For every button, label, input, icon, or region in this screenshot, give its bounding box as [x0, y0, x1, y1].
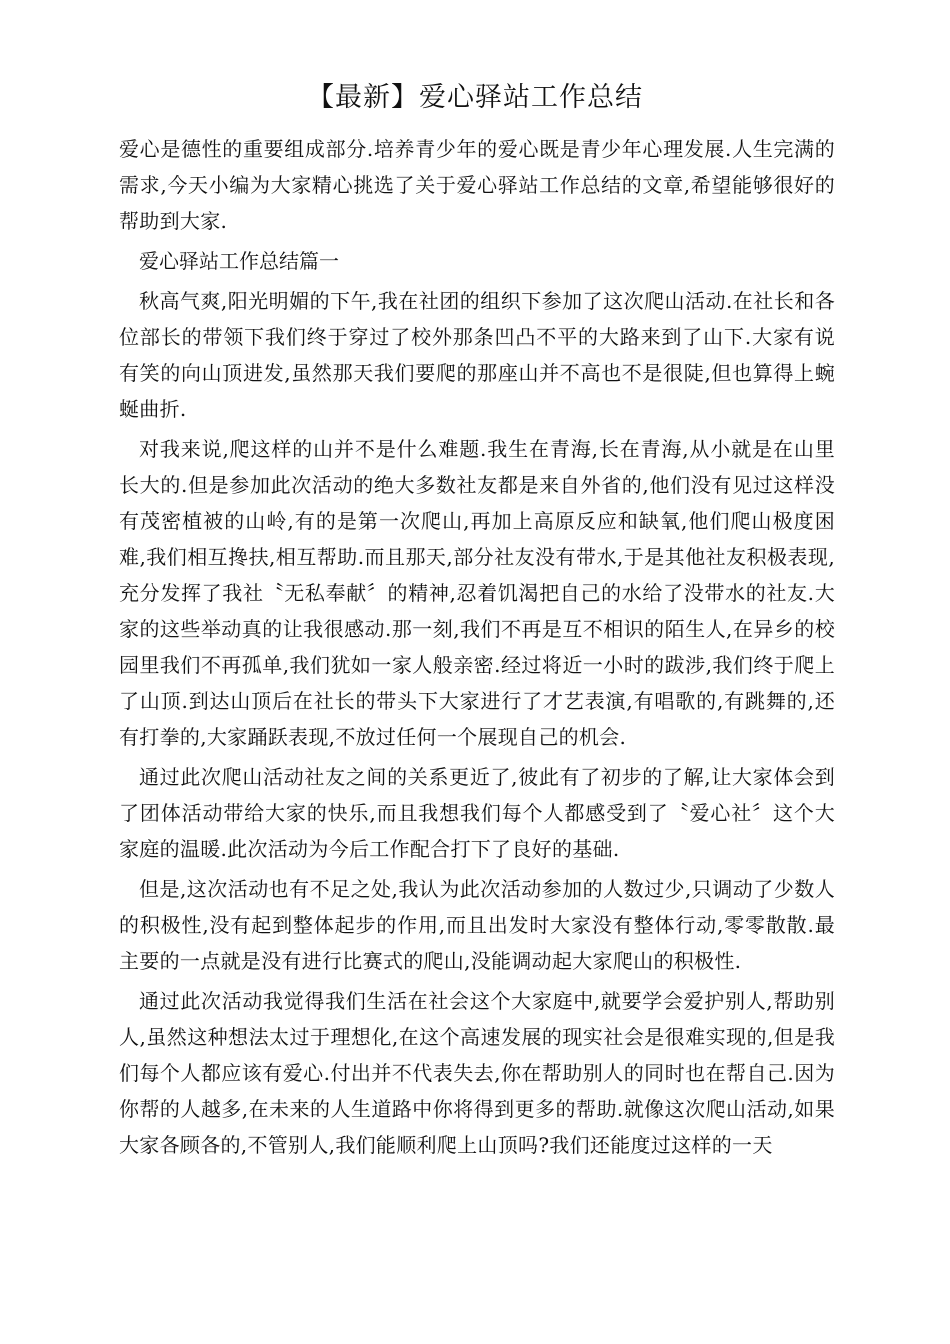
- intro-paragraph: 爱心是德性的重要组成部分.培养青少年的爱心既是青少年心理发展.人生完满的需求,今天小编为大家精心挑选了关于爱心驿站工作总结的文章,希望能够很好的帮助到大家.: [119, 137, 835, 233]
- body-paragraph-5: 通过此次活动我觉得我们生活在社会这个大家庭中,就要学会爱护别人,帮助别人,虽然这种想法太过于理想化,在这个高速发展的现实社会是很难实现的,但是我们每个人都应该有爱心.付出并不代表失去,你在帮助别人的同时也在帮自己.因为你帮的人越多,在未来的人生道路中你将得到更多的帮助.就像这次爬山活动,如果大家各顾各的,不管别人,我们能顺利爬上山顶吗?我们还能度过这样的一天: [119, 989, 835, 1157]
- section-heading: 爱心驿站工作总结篇一: [139, 249, 339, 273]
- body-paragraph-2: 对我来说,爬这样的山并不是什么难题.我生在青海,长在青海,从小就是在山里长大的.但是参加此次活动的绝大多数社友都是来自外省的,他们没有见过这样没有茂密植被的山岭,有的是第一次爬山,再加上高原反应和缺氧,他们爬山极度困难,我们相互搀扶,相互帮助.而且那天,部分社友没有带水,于是其他社友积极表现,充分发挥了我社〝无私奉献〞的精神,忍着饥渴把自己的水给了没带水的社友.大家的这些举动真的让我很感动.那一刻,我们不再是互不相识的陌生人,在异乡的校园里我们不再孤单,我们犹如一家人般亲密.经过将近一小时的跋涉,我们终于爬上了山顶.到达山顶后在社长的带头下大家进行了才艺表演,有唱歌的,有跳舞的,还有打拳的,大家踊跃表现,不放过任何一个展现自己的机会.: [119, 437, 835, 749]
- body-paragraph-4: 但是,这次活动也有不足之处,我认为此次活动参加的人数过少,只调动了少数人的积极性,没有起到整体起步的作用,而且出发时大家没有整体行动,零零散散.最主要的一点就是没有进行比赛式的爬山,没能调动起大家爬山的积极性.: [119, 877, 835, 973]
- body-paragraph-3: 通过此次爬山活动社友之间的关系更近了,彼此有了初步的了解,让大家体会到了团体活动带给大家的快乐,而且我想我们每个人都感受到了〝爱心社〞这个大家庭的温暖.此次活动为今后工作配合打下了良好的基础.: [119, 765, 835, 861]
- document-title: 【最新】爱心驿站工作总结: [307, 82, 643, 113]
- body-paragraph-1: 秋高气爽,阳光明媚的下午,我在社团的组织下参加了这次爬山活动.在社长和各位部长的带领下我们终于穿过了校外那条凹凸不平的大路来到了山下.大家有说有笑的向山顶进发,虽然那天我们要爬的那座山并不高也不是很陡,但也算得上蜿蜒曲折.: [119, 289, 835, 421]
- document-body: [119, 131, 835, 1167]
